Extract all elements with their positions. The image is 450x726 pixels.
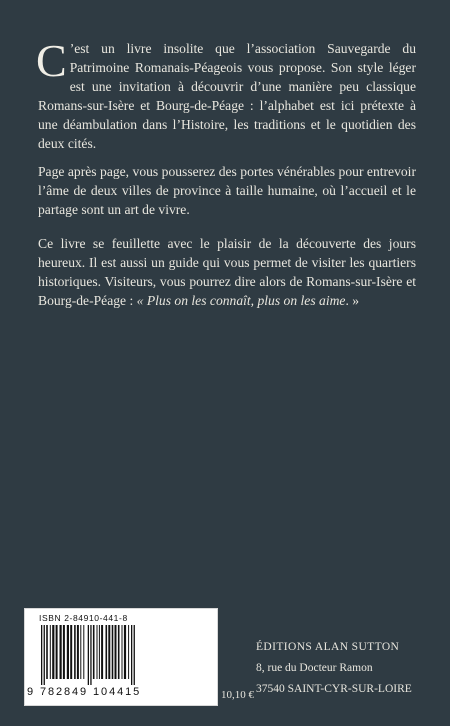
- barcode-bar: [56, 625, 58, 679]
- closing-quote: « Plus on les connaît, plus on les aime: [136, 293, 346, 308]
- barcode-bar: [83, 625, 84, 679]
- barcode-bar: [93, 625, 95, 679]
- barcode-bar: [124, 625, 126, 679]
- barcode-bar: [50, 625, 51, 679]
- blurb-paragraph-1-text: ’est un livre insolite que l’association Sauvegarde du Patrimoine Romanais-Péageois vous propose. Son style léger est une invitation à découvrir d’une manière peu classique Romans-sur-Isère et Bourg-de-Péage : l’alphabet est ici prétexte à une déambulation dans l’Histoire, les traditions et le quotidien des deux cités.: [38, 41, 416, 151]
- barcode-bar: [80, 625, 81, 679]
- price: 10,10 €: [221, 689, 254, 701]
- publisher-city: 37540 SAINT-CYR-SUR-LOIRE: [256, 683, 412, 695]
- barcode-bar: [60, 625, 62, 679]
- barcode-bar: [88, 625, 89, 685]
- barcode-number: 9 782849 104415: [27, 686, 142, 698]
- barcode-bar: [97, 625, 98, 679]
- barcode-bar: [41, 625, 42, 685]
- drop-cap: C: [36, 35, 67, 86]
- publisher-street: 8, rue du Docteur Ramon: [256, 662, 373, 674]
- barcode-bar: [67, 625, 69, 679]
- barcode-bar: [77, 625, 79, 679]
- publisher-name: ÉDITIONS ALAN SUTTON: [256, 641, 400, 653]
- barcode-bar: [122, 625, 123, 679]
- blurb-paragraph-2: Page après page, vous pousserez des portes vénérables pour entrevoir l’âme de deux villes de province à taille humaine, où l’accueil et le partage sont un art de vivre.: [38, 164, 416, 217]
- barcode-bar: [128, 625, 129, 679]
- barcode-bar: [90, 625, 91, 685]
- barcode-bars: [39, 625, 209, 685]
- barcode-bar: [115, 625, 117, 679]
- barcode-bar: [44, 625, 45, 685]
- barcode-bar: [63, 625, 65, 679]
- barcode-bar: [52, 625, 54, 679]
- barcode-bar: [99, 625, 100, 679]
- publisher-block: [256, 637, 436, 700]
- barcode-bar: [46, 625, 48, 679]
- barcode-bar: [131, 625, 132, 685]
- barcode-bar: [112, 625, 114, 679]
- barcode-bar: [108, 625, 110, 679]
- closing-quote-end: . »: [345, 293, 360, 308]
- barcode-label: [24, 608, 218, 706]
- barcode-bar: [106, 625, 108, 679]
- blurb-paragraph-3: [38, 234, 416, 310]
- barcode-bar: [134, 625, 135, 685]
- barcode-bar: [74, 625, 76, 679]
- blurb-paragraph-1: [36, 35, 416, 153]
- barcode-bar: [118, 625, 120, 679]
- isbn-text: ISBN 2-84910-441-8: [39, 613, 128, 623]
- blurb-paragraph-3-text: Ce livre se feuillette avec le plaisir de la découverte des jours heureux. Il est aussi un guide qui vous permet de visiter les quartiers historiques. Visiteurs, vous pourrez dire alors de Romans-sur-Isère et Bourg-de-Péage :: [38, 236, 416, 308]
- barcode-bar: [101, 625, 103, 679]
- barcode-bar: [70, 625, 72, 679]
